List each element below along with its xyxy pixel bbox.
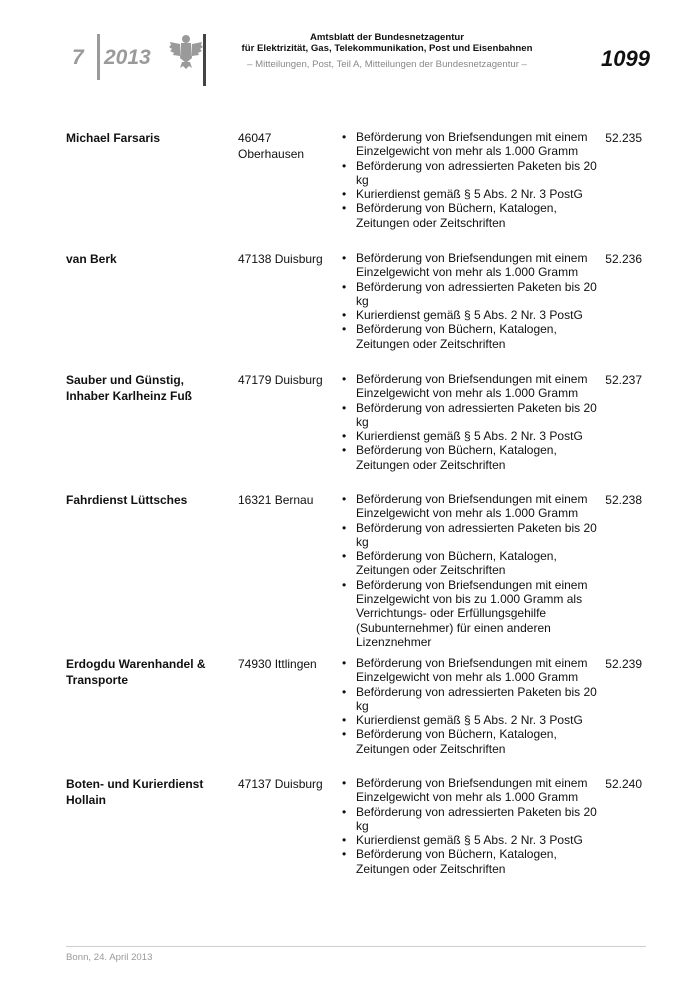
service-item: • Beförderung von adressierten Paketen bis 20 kg [342, 804, 597, 833]
bullet-icon: • [342, 322, 347, 337]
footer-divider [66, 946, 646, 947]
service-list [336, 372, 606, 472]
company-location: 46047 Oberhausen [238, 131, 305, 161]
registration-number: 52.236 [605, 252, 642, 266]
service-item: • Beförderung von Briefsendungen mit einem Einzelgewicht von mehr als 1.000 Gramm [342, 776, 588, 805]
company-name: Fahrdienst Lüttsches [66, 493, 188, 507]
service-item: • Kurierdienst gemäß § 5 Abs. 2 Nr. 3 PostG [342, 429, 583, 444]
service-item: • Kurierdienst gemäß § 5 Abs. 2 Nr. 3 PostG [342, 833, 583, 848]
publication-title: Amtsblatt der Bundesnetzagentur [309, 32, 465, 43]
service-item: • Kurierdienst gemäß § 5 Abs. 2 Nr. 3 PostG [342, 187, 583, 202]
company-name: Erdogdu Warenhandel & Transporte [66, 657, 206, 687]
page-header [0, 0, 700, 100]
service-item: • Beförderung von Briefsendungen mit einem Einzelgewicht von bis zu 1.000 Gramm als Verrichtungs- oder Erfüllungsgehilfe (Subunternehmer) für einen anderen Lizenznehmer [342, 577, 588, 649]
company-name: Boten- und Kurierdienst Hollain [66, 777, 204, 807]
bullet-icon: • [342, 187, 347, 202]
registration-number: 52.238 [605, 493, 642, 507]
federal-eagle-icon [168, 32, 204, 70]
header-divider [97, 34, 100, 80]
issue-year: 2013 [104, 46, 151, 69]
issue-number: 7 [72, 46, 84, 69]
registration-number: 52.240 [605, 777, 642, 791]
bullet-icon: • [342, 279, 347, 294]
bullet-icon: • [342, 492, 347, 506]
service-item: • Kurierdienst gemäß § 5 Abs. 2 Nr. 3 PostG [342, 308, 583, 323]
service-item: • Beförderung von Büchern, Katalogen, Zeitungen oder Zeitschriften [342, 847, 557, 876]
bullet-icon: • [342, 429, 347, 444]
company-location: 47179 Duisburg [238, 373, 323, 387]
service-item: • Beförderung von Büchern, Katalogen, Zeitungen oder Zeitschriften [342, 443, 557, 472]
service-list [336, 492, 606, 649]
bullet-icon: • [342, 549, 347, 564]
service-list [336, 251, 606, 351]
bullet-icon: • [342, 400, 347, 415]
company-location: 47138 Duisburg [238, 252, 323, 266]
bullet-icon: • [342, 776, 347, 790]
bullet-icon: • [342, 158, 347, 173]
bullet-icon: • [342, 804, 347, 819]
bullet-icon: • [342, 130, 347, 144]
bullet-icon: • [342, 308, 347, 323]
bullet-icon: • [342, 713, 347, 728]
logo-bar [203, 34, 206, 86]
service-list [336, 776, 606, 876]
footer-date: Bonn, 24. April 2013 [66, 952, 153, 963]
bullet-icon: • [342, 372, 347, 386]
company-location: 74930 Ittlingen [238, 657, 317, 671]
service-item: • Beförderung von adressierten Paketen bis 20 kg [342, 158, 597, 187]
bullet-icon: • [342, 684, 347, 699]
service-item: • Beförderung von Büchern, Katalogen, Zeitungen oder Zeitschriften [342, 549, 557, 578]
bullet-icon: • [342, 520, 347, 535]
service-item: • Beförderung von Briefsendungen mit einem Einzelgewicht von mehr als 1.000 Gramm [342, 251, 588, 280]
registration-number: 52.237 [605, 373, 642, 387]
publication-subtitle: für Elektrizität, Gas, Telekommunikation, Post und Eisenbahnen [241, 43, 533, 54]
service-item: • Beförderung von adressierten Paketen bis 20 kg [342, 520, 597, 549]
bullet-icon: • [342, 251, 347, 265]
service-item: • Beförderung von Büchern, Katalogen, Zeitungen oder Zeitschriften [342, 201, 557, 230]
service-list [336, 130, 606, 230]
bullet-icon: • [342, 201, 347, 216]
registration-number: 52.235 [605, 131, 642, 145]
bullet-icon: • [342, 727, 347, 742]
company-name: Michael Farsaris [66, 131, 161, 145]
company-location: 16321 Bernau [238, 493, 314, 507]
service-item: • Beförderung von Briefsendungen mit einem Einzelgewicht von mehr als 1.000 Gramm [342, 656, 588, 685]
service-item: • Kurierdienst gemäß § 5 Abs. 2 Nr. 3 PostG [342, 713, 583, 728]
bullet-icon: • [342, 833, 347, 848]
service-item: • Beförderung von Briefsendungen mit einem Einzelgewicht von mehr als 1.000 Gramm [342, 372, 588, 401]
company-name: van Berk [66, 252, 117, 266]
service-item: • Beförderung von adressierten Paketen bis 20 kg [342, 684, 597, 713]
registration-number: 52.239 [605, 657, 642, 671]
service-item: • Beförderung von adressierten Paketen bis 20 kg [342, 279, 597, 308]
service-item: • Beförderung von adressierten Paketen bis 20 kg [342, 400, 597, 429]
service-item: • Beförderung von Briefsendungen mit einem Einzelgewicht von mehr als 1.000 Gramm [342, 492, 588, 521]
service-item: • Beförderung von Büchern, Katalogen, Zeitungen oder Zeitschriften [342, 727, 557, 756]
bullet-icon: • [342, 577, 347, 592]
bullet-icon: • [342, 847, 347, 862]
section-subtitle: – Mitteilungen, Post, Teil A, Mitteilungen der Bundesnetzagentur – [247, 59, 527, 70]
service-item: • Beförderung von Briefsendungen mit einem Einzelgewicht von mehr als 1.000 Gramm [342, 130, 588, 159]
bullet-icon: • [342, 443, 347, 458]
bullet-icon: • [342, 656, 347, 670]
page-number: 1099 [601, 46, 650, 71]
company-name: Sauber und Günstig, Inhaber Karlheinz Fuß [66, 373, 193, 403]
service-list [336, 656, 606, 756]
service-item: • Beförderung von Büchern, Katalogen, Zeitungen oder Zeitschriften [342, 322, 557, 351]
company-location: 47137 Duisburg [238, 777, 323, 791]
